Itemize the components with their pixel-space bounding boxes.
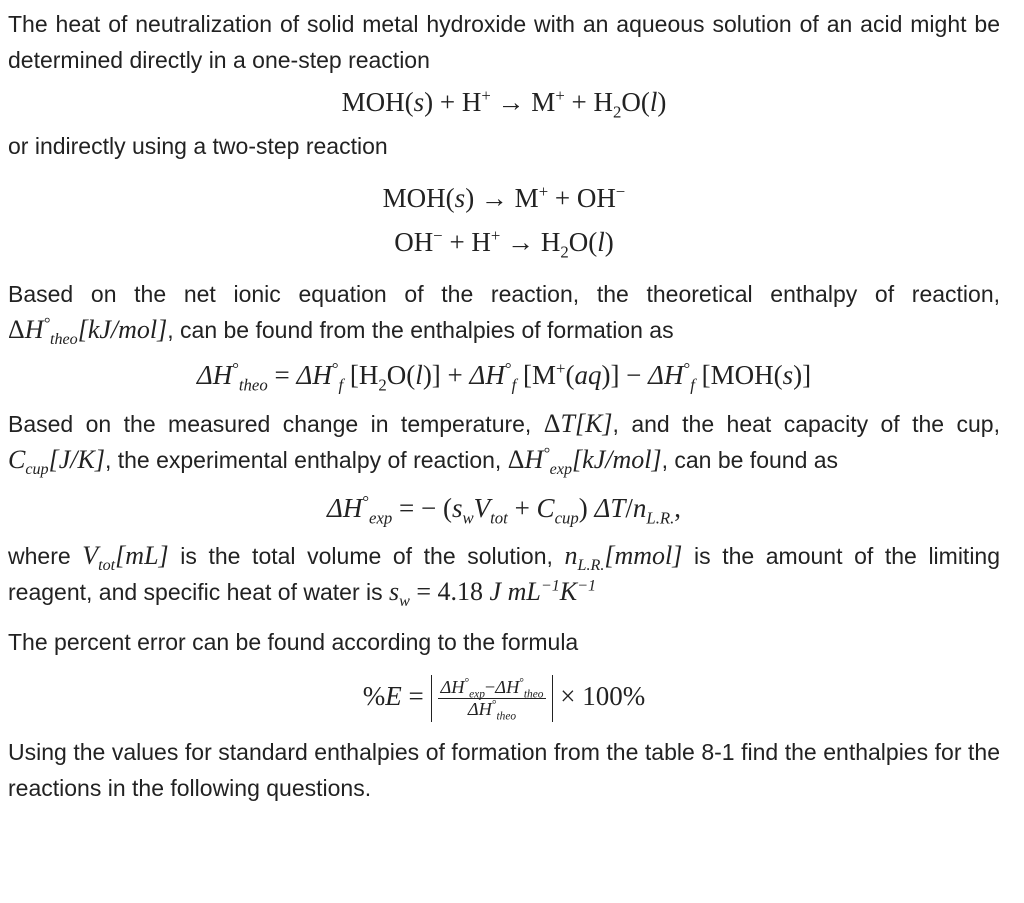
absolute-value bbox=[431, 675, 554, 722]
paragraph-theoretical-enthalpy bbox=[8, 276, 1000, 348]
c-cup-symbol: $C_{cup}[J/K]$ bbox=[8, 445, 105, 479]
equation-experimental-enthalpy: $\Delta H^\circ_{exp}$ = − $(s_wV_{tot} + C_{cup})$ $\Delta T/n_{L.R.}$, bbox=[326, 492, 682, 528]
paragraph-experimental-enthalpy bbox=[8, 406, 1000, 478]
n-lr-symbol: $n_{L.R.}[mmol]$ bbox=[564, 541, 683, 575]
paragraph-intro: The heat of neutralization of solid metal hydroxide with an aqueous solution of an acid might be determined directly in a one-step reaction bbox=[8, 11, 1000, 73]
variables-text-c: is the amount of the limiting reagent, and specific heat of water is bbox=[8, 543, 1001, 605]
equation-theoretical-enthalpy: $\Delta H^\circ_{theo} = \Delta H^\circ_f$ $[H_2O(l)] + \Delta H^\circ_f$ $[M^+(aq)] - \Delta H^\circ_f$ [MOH(s)] bbox=[196, 359, 812, 395]
paragraph-percent-error: The percent error can be found according to the formula bbox=[8, 629, 579, 655]
equation-percent-error: %E = $\frac{\Delta H^\circ_{exp}-\Delta H^\circ_{theo}}{\Delta H^\circ_{theo}}$ × 100% bbox=[362, 677, 646, 723]
paragraph-instructions: Using the values for standard enthalpies of formation from the table 8-1 find the enthalpies for the reactions in the following questions. bbox=[8, 739, 1000, 801]
paragraph-two-step: or indirectly using a two-step reaction bbox=[8, 133, 388, 159]
delta-h-theo-symbol: $\Delta H^\circ_{theo}[kJ/mol]$ bbox=[8, 315, 168, 349]
theoretical-text-a: Based on the net ionic equation of the reaction, the theoretical enthalpy of reaction, bbox=[8, 281, 1000, 307]
paragraph-variables bbox=[8, 538, 1000, 610]
experimental-text-d: , can be found as bbox=[661, 447, 839, 473]
delta-h-exp-symbol: $\Delta H^\circ_{exp}[kJ/mol]$ bbox=[507, 445, 662, 479]
v-tot-symbol: $V_{tot}[mL]$ bbox=[82, 541, 169, 575]
equation-two-step-1: MOH(s) → M+ + OH− bbox=[382, 182, 626, 213]
variables-text-b: is the total volume of the solution, bbox=[180, 543, 553, 569]
experimental-text-a: Based on the measured change in temperature, bbox=[8, 411, 532, 437]
specific-heat-symbol: $s_w = 4.18$ J $mL^{-1}K^{-1}$ bbox=[389, 577, 597, 611]
delta-t-symbol: ΔT[K] bbox=[543, 409, 613, 438]
variables-text-a: where bbox=[8, 543, 71, 569]
error-fraction: $\frac{\Delta H^\circ_{exp}-\Delta H^\circ_{theo}}{\Delta H^\circ_{theo}}$ bbox=[438, 677, 547, 720]
equation-two-step-2: $OH^- + H^+ \to H_2O(l)$ bbox=[394, 226, 614, 262]
experimental-text-c: , the experimental enthalpy of reaction, bbox=[104, 447, 502, 473]
experimental-text-b: , and the heat capacity of the cup, bbox=[612, 411, 1000, 437]
theoretical-text-b: , can be found from the enthalpies of formation as bbox=[167, 317, 674, 343]
equation-one-step: $MOH(s) + H^+ \to M^+ + H_2O(l)$ bbox=[341, 86, 667, 122]
